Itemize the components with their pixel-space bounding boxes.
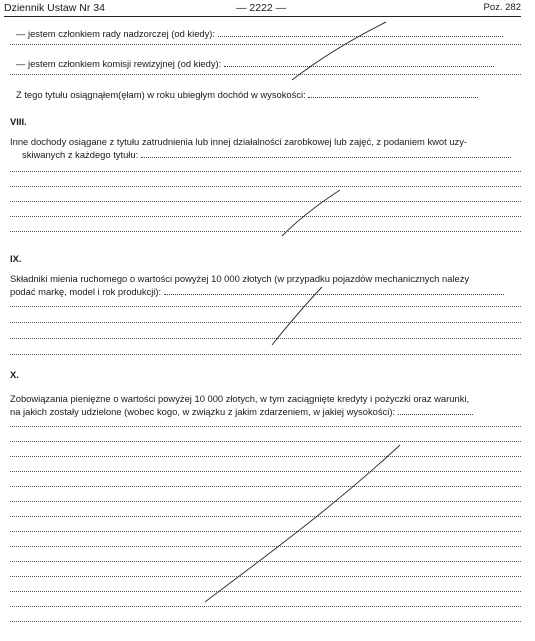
fill-line[interactable] xyxy=(10,306,521,307)
audit-member-row xyxy=(16,57,494,70)
section-ix-text-1: Składniki mienia ruchomego o wartości powyżej 10 000 złotych (w przypadku pojazdów mechanicznych należy xyxy=(10,273,470,284)
income-label: Z tego tytułu osiągnąłem(ęłam) w roku ubiegłym dochód w wysokości: xyxy=(16,89,306,100)
audit-member-field[interactable] xyxy=(224,57,494,67)
cancel-stroke-viii xyxy=(282,190,340,236)
fill-line[interactable] xyxy=(10,621,521,622)
section-ix-text-2: podać markę, model i rok produkcji): xyxy=(10,286,162,297)
fill-line[interactable] xyxy=(10,171,521,172)
audit-member-label: — jestem członkiem komisji rewizyjnej (od kiedy): xyxy=(16,58,222,69)
fill-line[interactable] xyxy=(10,216,521,217)
income-field[interactable] xyxy=(308,88,478,98)
section-heading-x: X. xyxy=(10,369,19,380)
fill-line[interactable] xyxy=(10,456,521,457)
page-number: — 2222 — xyxy=(236,2,287,14)
fill-line[interactable] xyxy=(10,546,521,547)
fill-line[interactable] xyxy=(10,606,521,607)
publication-title: Dziennik Ustaw Nr 34 xyxy=(4,2,105,14)
fill-line[interactable] xyxy=(10,74,521,75)
fill-line[interactable] xyxy=(10,441,521,442)
fill-line[interactable] xyxy=(10,486,521,487)
section-ix-text-2-row xyxy=(10,285,504,298)
section-x-text-1: Zobowiązania pieniężne o wartości powyżej 10 000 złotych, w tym zaciągnięte kredyty i pożyczki oraz warunki, xyxy=(10,393,470,404)
fill-line[interactable] xyxy=(10,561,521,562)
header-divider xyxy=(4,16,521,17)
fill-line[interactable] xyxy=(10,426,521,427)
fill-line[interactable] xyxy=(10,471,521,472)
section-ix-field[interactable] xyxy=(164,285,504,295)
section-heading-ix: IX. xyxy=(10,253,22,264)
fill-line[interactable] xyxy=(10,322,521,323)
section-heading-viii: VIII. xyxy=(10,116,27,127)
fill-line[interactable] xyxy=(10,576,521,577)
fill-line[interactable] xyxy=(10,591,521,592)
fill-line[interactable] xyxy=(10,354,521,355)
fill-line[interactable] xyxy=(10,231,521,232)
fill-line[interactable] xyxy=(10,186,521,187)
cancel-stroke-x xyxy=(205,445,400,602)
section-x-text-2: na jakich zostały udzielone (wobec kogo, w związku z jakim zdarzeniem, w jakiej wysokości): xyxy=(10,406,396,417)
fill-line[interactable] xyxy=(10,201,521,202)
section-x-text-2-row xyxy=(10,405,473,418)
section-x-field[interactable] xyxy=(398,405,473,415)
section-viii-field[interactable] xyxy=(141,148,511,158)
section-viii-text-1: Inne dochody osiągane z tytułu zatrudnienia lub innej działalności zarobkowej lub zajęć, z podaniem kwot uzy- xyxy=(10,136,468,147)
board-member-field[interactable] xyxy=(218,27,503,37)
fill-line[interactable] xyxy=(10,338,521,339)
fill-line[interactable] xyxy=(10,516,521,517)
fill-line[interactable] xyxy=(10,531,521,532)
section-viii-text-2-row xyxy=(22,148,511,161)
income-row xyxy=(16,88,478,101)
position-number: Poz. 282 xyxy=(483,2,521,13)
fill-line[interactable] xyxy=(10,44,521,45)
board-member-row xyxy=(16,27,503,40)
fill-line[interactable] xyxy=(10,501,521,502)
section-viii-text-2: skiwanych z każdego tytułu: xyxy=(22,149,139,160)
board-member-label: — jestem członkiem rady nadzorczej (od kiedy): xyxy=(16,28,216,39)
